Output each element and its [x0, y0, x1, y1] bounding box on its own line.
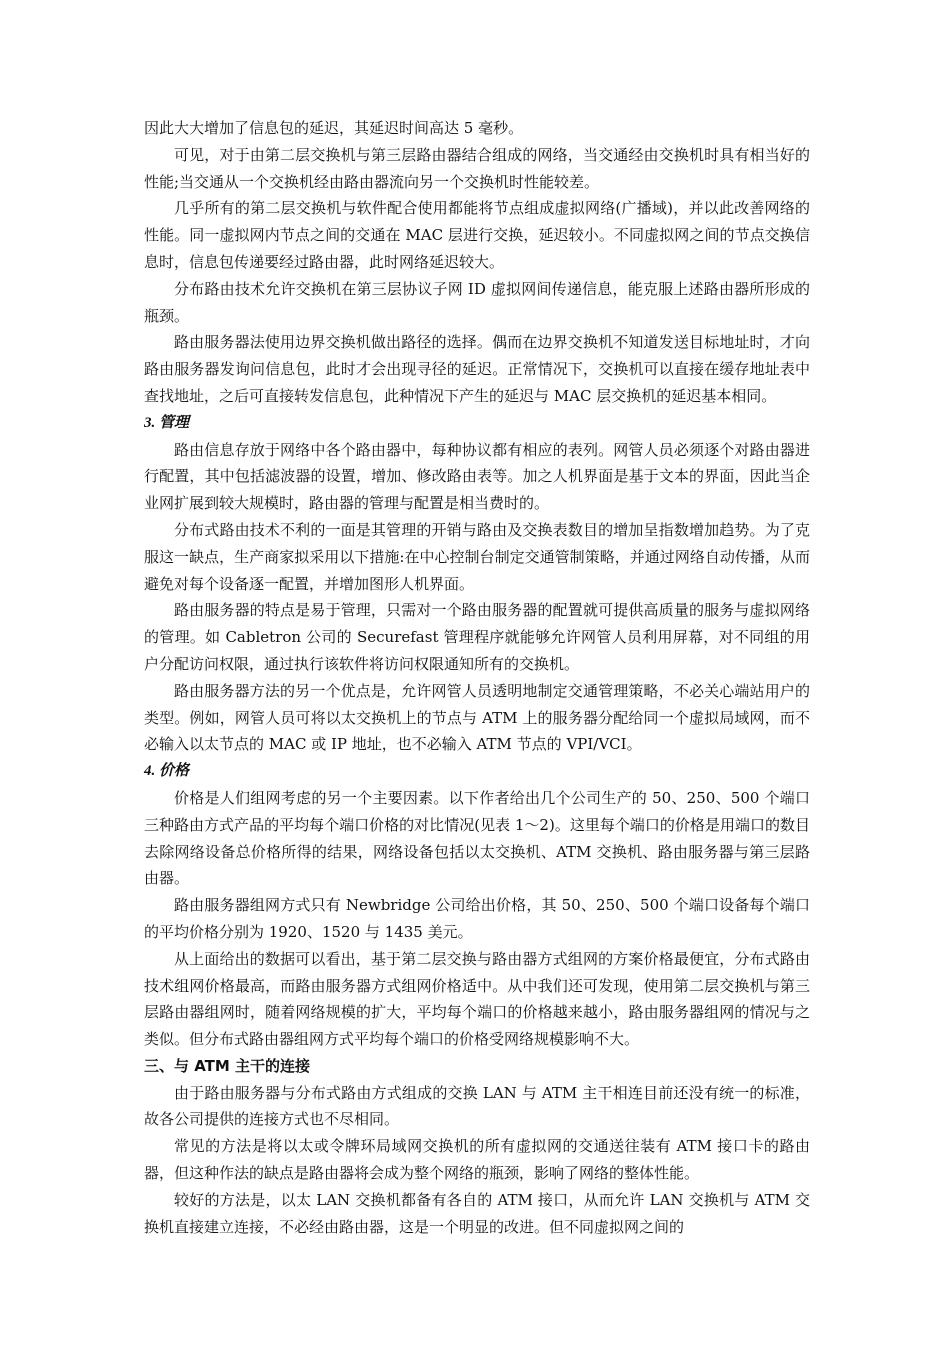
document-page [144, 115, 810, 1240]
paragraph: 因此大大增加了信息包的延迟，其延迟时间高达 5 毫秒。 [144, 119, 524, 137]
paragraph: 较好的方法是，以太 LAN 交换机都备有各自的 ATM 接口，从而允许 LAN 交换机与 ATM 交换机直接建立连接，不必经由路由器，这是一个明显的改进。但不同虚拟网之间的 [144, 1190, 810, 1236]
paragraph: 路由服务器的特点是易于管理，只需对一个路由服务器的配置就可提供高质量的服务与虚拟网络的管理。如 Cabletron 公司的 Securefast 管理程序就能够允许网管人员利用屏幕，对不同组的用户分配访问权限，通过执行该软件将访问权限通知所有的交换机。 [144, 601, 810, 673]
paragraph: 分布路由技术允许交换机在第三层协议子网 ID 虚拟网间传递信息，能克服上述路由器所形成的瓶颈。 [144, 279, 810, 325]
paragraph: 路由服务器组网方式只有 Newbridge 公司给出价格，其 50、250、500 个端口设备每个端口的平均价格分别为 1920、1520 与 1435 美元。 [144, 896, 810, 941]
paragraph: 几乎所有的第二层交换机与软件配合使用都能将节点组成虚拟网络(广播域)，并以此改善网络的性能。同一虚拟网内节点之间的交通在 MAC 层进行交换，延迟较小。不同虚拟网之间的节点交换信息时，信息包传递要经过路由器，此时网络延迟较大。 [144, 199, 810, 271]
paragraph: 从上面给出的数据可以看出，基于第二层交换与路由器方式组网的方案价格最便宜，分布式路由技术组网价格最高，而路由服务器方式组网价格适中。从中我们还可发现，使用第二层交换机与第三层路由器组网时，随着网络规模的扩大，平均每个端口的价格越来越小，路由服务器组网的情况与之类似。但分布式路由器组网方式平均每个端口的价格受网络规模影响不大。 [144, 949, 810, 1049]
paragraph: 由于路由服务器与分布式路由方式组成的交换 LAN 与 ATM 主干相连目前还没有统一的标准，故各公司提供的连接方式也不尽相同。 [144, 1083, 810, 1129]
paragraph: 路由服务器方法的另一个优点是，允许网管人员透明地制定交通管理策略，不必关心端站用户的类型。例如，网管人员可将以太交换机上的节点与 ATM 上的服务器分配给同一个虚拟局域网，而不必输入以太节点的 MAC 或 IP 地址，也不必输入 ATM 节点的 VPI/VCI。 [144, 681, 810, 754]
section-heading-management: 3. 管理 [144, 414, 190, 431]
paragraph: 常见的方法是将以太或令牌环局域网交换机的所有虚拟网的交通送往装有 ATM 接口卡的路由器，但这种作法的缺点是路由器将会成为整个网络的瓶颈，影响了网络的整体性能。 [144, 1137, 810, 1183]
paragraph: 路由信息存放于网络中各个路由器中，每种协议都有相应的表列。网管人员必须逐个对路由器进行配置，其中包括滤波器的设置，增加、修改路由表等。加之人机界面是基于文本的界面，因此当企业网扩展到较大规模时，路由器的管理与配置是相当费时的。 [144, 440, 810, 513]
paragraph: 可见，对于由第二层交换机与第三层路由器结合组成的网络，当交通经由交换机时具有相当好的性能;当交通从一个交换机经由路由器流向另一个交换机时性能较差。 [144, 145, 810, 191]
section-heading-price: 4. 价格 [144, 763, 190, 780]
paragraph: 价格是人们组网考虑的另一个主要因素。以下作者给出几个公司生产的 50、250、500 个端口三种路由方式产品的平均每个端口价格的对比情况(见表 1～2)。这里每个端口的价格是用端口的数目去除网络设备总价格所得的结果，网络设备包括以太交换机、ATM 交换机、路由服务器与第三层路由器。 [144, 788, 810, 888]
section-heading-atm-connection: 三、与 ATM 主干的连接 [144, 1056, 311, 1075]
paragraph: 分布式路由技术不利的一面是其管理的开销与路由及交换表数目的增加呈指数增加趋势。为了克服这一缺点，生产商家拟采用以下措施:在中心控制台制定交通管制策略，并通过网络自动传播，从而避免对每个设备逐一配置，并增加图形人机界面。 [144, 520, 810, 593]
paragraph: 路由服务器法使用边界交换机做出路径的选择。偶而在边界交换机不知道发送目标地址时，才向路由服务器发询问信息包，此时才会出现寻径的延迟。正常情况下，交换机可以直接在缓存地址表中查找地址，之后可直接转发信息包，此种情况下产生的延迟与 MAC 层交换机的延迟基本相同。 [144, 333, 810, 405]
